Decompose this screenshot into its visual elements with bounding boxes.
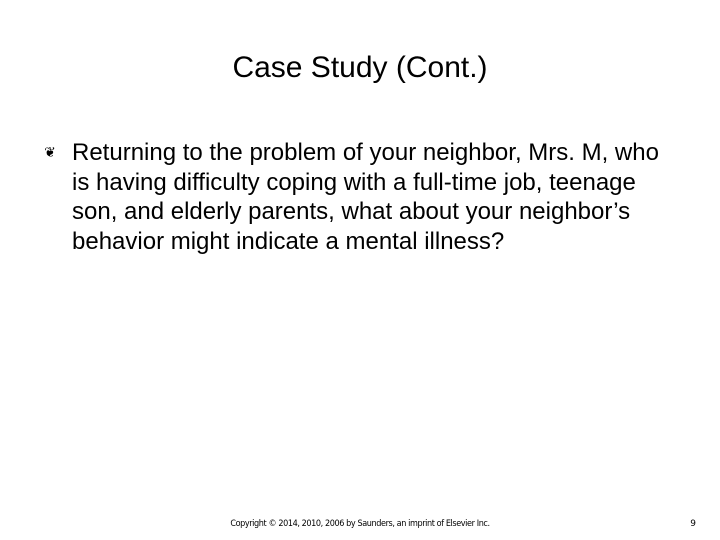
page-number: 9 [690, 519, 696, 529]
bullet-list [40, 138, 680, 256]
fleuron-bullet-icon: ❦ [44, 144, 56, 160]
footer-copyright: Copyright © 2014, 2010, 2006 by Saunders, an imprint of Elsevier Inc. [230, 519, 490, 529]
bullet-text: Returning to the problem of your neighbor, Mrs. M, who is having difficulty coping with a full-time job, teenage son, and elderly parents, what about your neighbor’s behavior might indicate a mental illness? [72, 139, 659, 255]
slide-title: Case Study (Cont.) [232, 51, 488, 84]
bullet-item [40, 138, 680, 256]
